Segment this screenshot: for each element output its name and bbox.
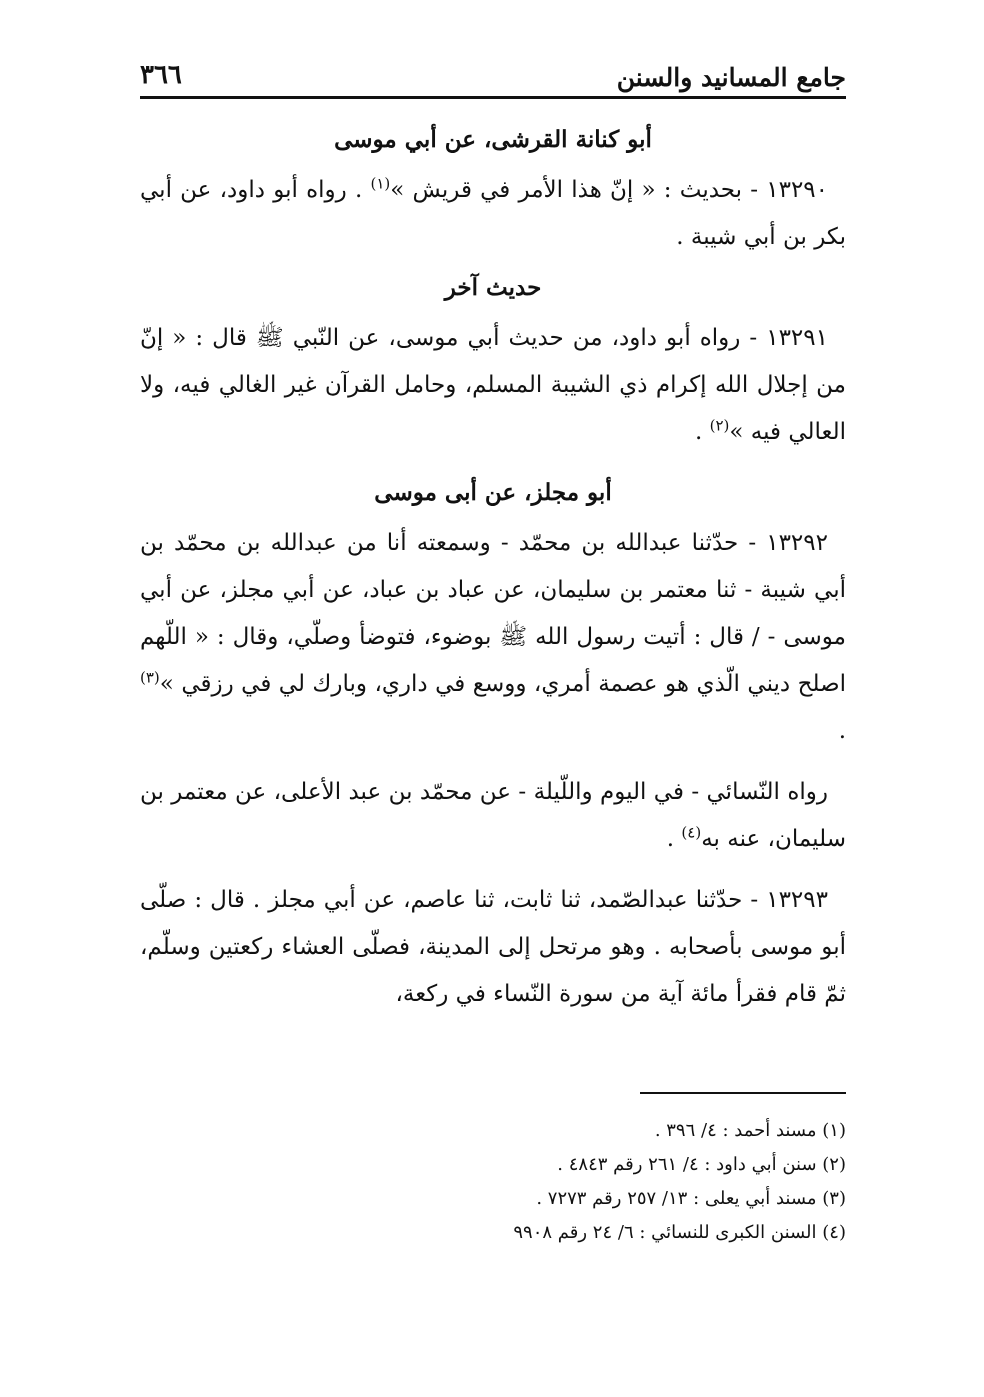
hadith-13291 [140,315,846,456]
footnote-rule [640,1092,846,1094]
hadith-13292-text: ١٣٢٩٢ - حدّثنا عبدالله بن محمّد - وسمعته أنا من عبدالله بن محمّد بن أبي شيبة - ثنا معتمر بن سليمان، عن عباد بن عباد، عن أبي مجلز، عن أبي موسى - / قال : أتيت رسول الله ﷺ بوضوء، فتوضأ وصلّي، وقال : « اللّهم اصلح ديني الّذي هو عصمة أمري، ووسع في داري، وبارك لي في رزقي » [140,530,846,697]
footnote-ref-4: (٤) [681,823,702,842]
hadith-13292-tail: . [838,718,846,744]
hadith-13291-tail: . [694,419,710,445]
running-header [140,40,846,92]
section-heading-1: أبو كنانة القرشى، عن أبي موسى [334,126,652,153]
footnote-4: (٤) السنن الكبرى للنسائي : ٦/ ٢٤ رقم ٩٩٠٨ [513,1222,846,1243]
main-text [140,115,846,1018]
section-heading-3: أبو مجلز، عن أبى موسى [374,479,612,506]
footnote-2: (٢) سنن أبي داود : ٤/ ٢٦١ رقم ٤٨٤٣ . [557,1154,846,1175]
hadith-13290-tail: . رواه أبو داود، عن أبي بكر بن أبي شيبة . [140,177,846,250]
footnote-ref-2: (٢) [709,416,730,435]
hadith-13290-text: ١٣٢٩٠ - بحديث : « إنّ هذا الأمر في قريش » [390,177,829,203]
narration-nasai-tail: . [666,826,682,852]
hadith-13293-text: ١٣٢٩٣ - حدّثنا عبدالصّمد، ثنا ثابت، ثنا عاصم، عن أبي مجلز . قال : صلّى أبو موسى بأصحابه . وهو مرتحل إلى المدينة، فصلّى العشاء ركعتين وسلّم، ثمّ قام فقرأ مائة آية من سورة النّساء في ركعة، [140,887,846,1007]
section-heading-2: حديث آخر [444,274,542,301]
footnote-3: (٣) مسند أبي يعلى : ١٣/ ٢٥٧ رقم ٧٢٧٣ . [536,1188,846,1209]
footnote-ref-3: (٣) [140,668,160,687]
hadith-13290 [140,167,846,261]
page-number: ٣٦٦ [140,60,182,90]
hadith-13293 [140,877,846,1018]
hadith-13291-text: ١٣٢٩١ - رواه أبو داود، من حديث أبي موسى، عن النّبي ﷺ قال : « إنّ من إجلال الله إكرام ذي الشيبة المسلم، وحامل القرآن غير الغالي فيه، ولا العالي فيه » [140,325,846,445]
narration-nasai [140,769,846,863]
header-rule [140,96,846,99]
hadith-13292 [140,520,846,755]
book-page [140,40,846,1018]
book-title: جامع المسانيد والسنن [616,63,846,92]
footnote-1: (١) مسند أحمد : ٤/ ٣٩٦ . [654,1120,846,1141]
footnotes [400,1114,846,1250]
narration-nasai-text: رواه النّسائي - في اليوم واللّيلة - عن محمّد بن عبد الأعلى، عن معتمر بن سليمان، عنه به [140,779,846,852]
footnote-ref-1: (١) [370,174,391,193]
